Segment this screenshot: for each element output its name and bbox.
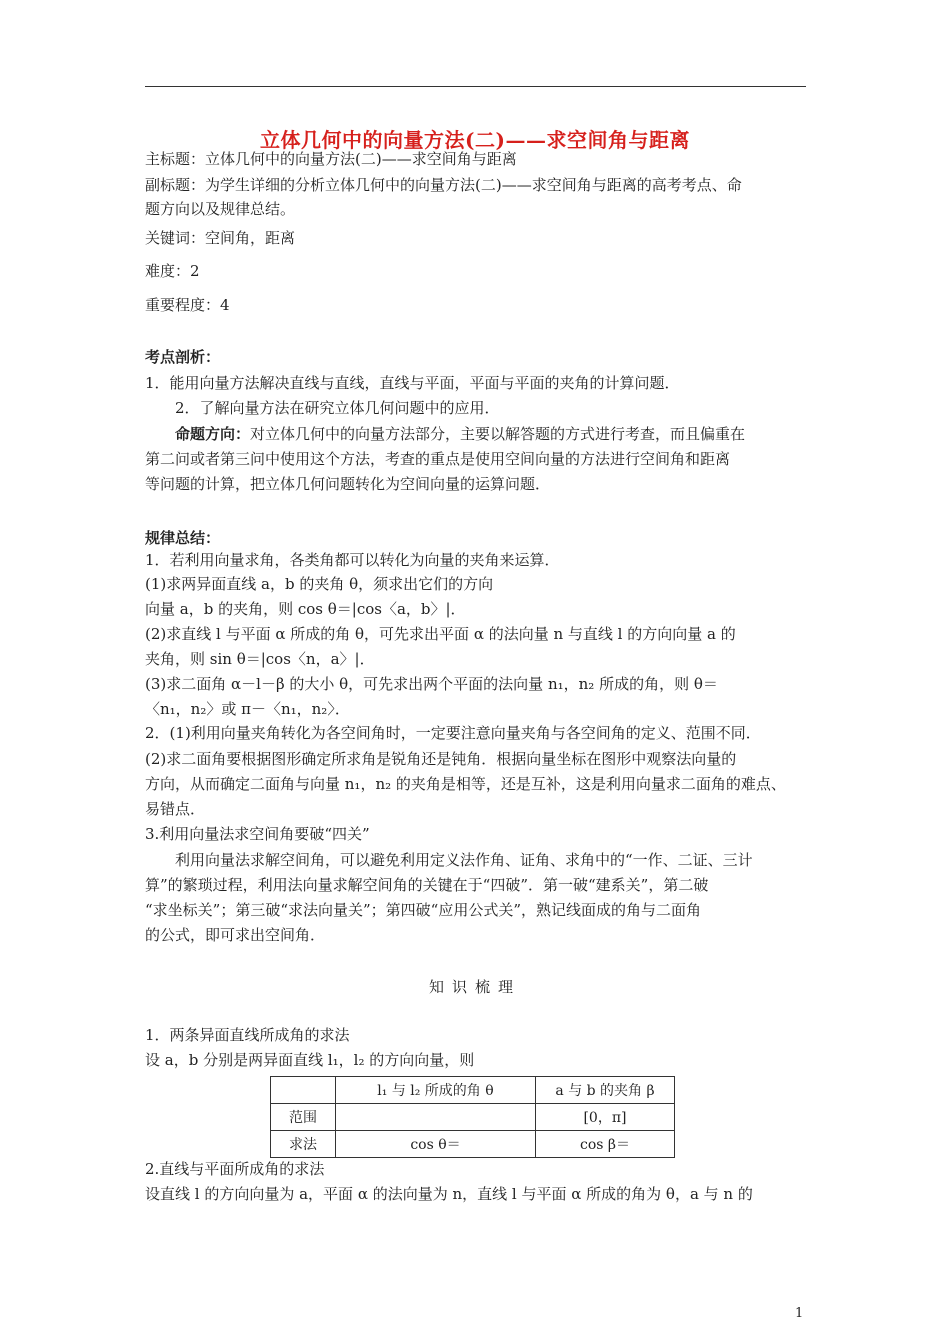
keywords-line: 关键词：空间角，距离: [145, 229, 296, 247]
four-gates-paragraph: 利用向量法求解空间角，可以避免利用定义法作角、证角、求角中的“一作、二证、三计: [175, 851, 753, 869]
table-row: [271, 1077, 675, 1104]
header-rule: [145, 86, 806, 87]
summary-line: 夹角，则 sin θ＝|cos〈n，a〉|．: [145, 650, 375, 668]
main-title-line: 主标题：立体几何中的向量方法(二)——求空间角与距离: [145, 150, 517, 168]
table-row: [271, 1104, 675, 1131]
table-cell: [0，π]: [536, 1104, 675, 1131]
summary-line: 方向，从而确定二面角与向量 n₁，n₂ 的夹角是相等，还是互补，这是利用向量求二面角的难点、: [145, 775, 786, 793]
subtitle-line-cont: 题方向以及规律总结。: [145, 200, 296, 218]
direction-line-1: [175, 423, 745, 445]
summary-line: (3)求二面角 α－l－β 的大小 θ，可先求出两个平面的法向量 n₁，n₂ 所成的角，则 θ＝: [145, 675, 718, 693]
summary-line: 〈n₁，n₂〉或 π－〈n₁，n₂〉．: [145, 700, 350, 718]
difficulty-line: 难度：2: [145, 262, 200, 280]
summary-heading: 规律总结：: [145, 529, 221, 547]
table-row: [271, 1131, 675, 1158]
four-gates-paragraph: 算”的繁琐过程，利用法向量求解空间角的关键在于“四破”．第一破“建系关”，第二破: [145, 876, 709, 894]
direction-line-2: 第二问或者第三问中使用这个方法，考查的重点是使用空间向量的方法进行空间角和距离: [145, 450, 731, 468]
importance-line: 重要程度：4: [145, 296, 230, 314]
analysis-heading: 考点剖析：: [145, 348, 221, 366]
section-1-heading: 1．两条异面直线所成角的求法: [145, 1026, 350, 1044]
table-cell: l₁ 与 l₂ 所成的角 θ: [336, 1077, 536, 1104]
four-gates-paragraph: 的公式，即可求出空间角．: [145, 926, 326, 944]
summary-line: (2)求直线 l 与平面 α 所成的角 θ，可先求出平面 α 的法向量 n 与直线 l 的方向向量 a 的: [145, 625, 736, 643]
section-1-intro: 设 a，b 分别是两异面直线 l₁，l₂ 的方向向量，则: [145, 1051, 475, 1069]
subtitle-line: 副标题：为学生详细的分析立体几何中的向量方法(二)——求空间角与距离的高考考点、命: [145, 176, 742, 194]
knowledge-heading: 知识梳理: [428, 978, 521, 996]
direction-line-3: 等问题的计算，把立体几何问题转化为空间向量的运算问题．: [145, 475, 551, 493]
table-cell: 范围: [271, 1104, 336, 1131]
four-gates-paragraph: “求坐标关”；第三破“求法向量关”；第四破“应用公式关”，熟记线面成的角与二面角: [145, 901, 702, 919]
table-cell: cos β＝: [536, 1131, 675, 1158]
summary-line: 易错点．: [145, 800, 206, 818]
table-cell: [336, 1104, 536, 1131]
analysis-point-2: 2．了解向量方法在研究立体几何问题中的应用．: [175, 399, 500, 417]
summary-line: 3.利用向量法求空间角要破“四关”: [145, 825, 370, 843]
section-2-heading: 2.直线与平面所成角的求法: [145, 1160, 325, 1178]
document-title: 立体几何中的向量方法(二)——求空间角与距离: [260, 128, 690, 152]
analysis-point-1: 1．能用向量方法解决直线与直线，直线与平面，平面与平面的夹角的计算问题．: [145, 374, 680, 392]
summary-line: (2)求二面角要根据图形确定所求角是锐角还是钝角．根据向量坐标在图形中观察法向量的: [145, 750, 737, 768]
summary-line: 2．(1)利用向量夹角转化为各空间角时，一定要注意向量夹角与各空间角的定义、范围不同．: [145, 724, 761, 742]
summary-line: 向量 a，b 的夹角，则 cos θ＝|cos〈a，b〉|．: [145, 600, 466, 618]
direction-label: 命题方向：: [175, 425, 251, 443]
table-cell: [271, 1077, 336, 1104]
page-number: 1: [795, 1306, 804, 1321]
summary-line: 1．若利用向量求角，各类角都可以转化为向量的夹角来运算．: [145, 551, 560, 569]
summary-line: (1)求两异面直线 a，b 的夹角 θ，须求出它们的方向: [145, 575, 494, 593]
direction-text: 对立体几何中的向量方法部分，主要以解答题的方式进行考查，而且偏重在: [250, 425, 746, 443]
table-cell: cos θ＝: [336, 1131, 536, 1158]
angle-table: [270, 1076, 675, 1158]
table-cell: 求法: [271, 1131, 336, 1158]
section-2-intro: 设直线 l 的方向向量为 a，平面 α 的法向量为 n，直线 l 与平面 α 所成的角为 θ，a 与 n 的: [145, 1185, 753, 1203]
table-cell: a 与 b 的夹角 β: [536, 1077, 675, 1104]
